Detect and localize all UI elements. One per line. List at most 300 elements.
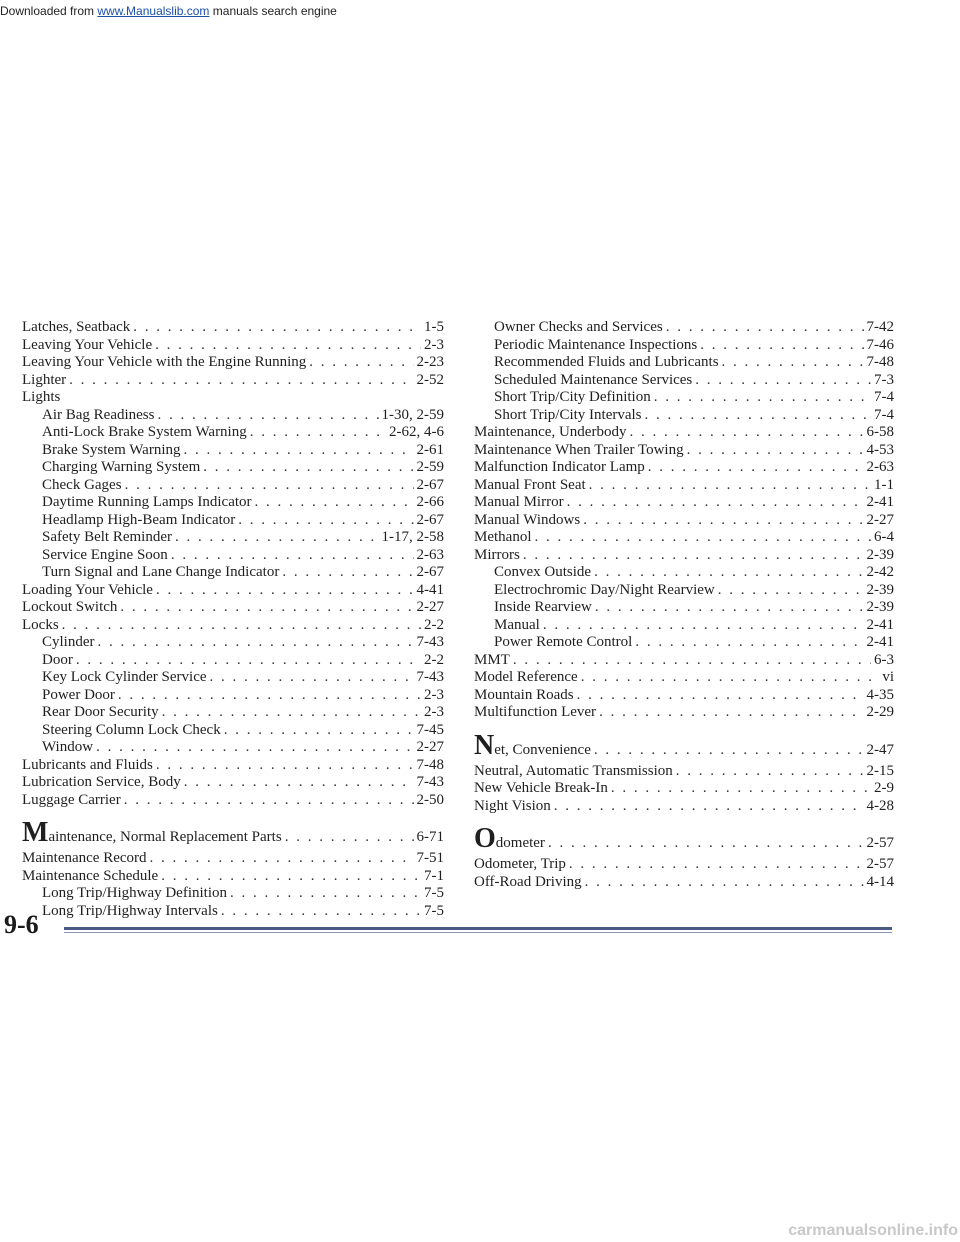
index-entry: [474, 704, 894, 722]
index-entry-label: [474, 687, 574, 705]
index-entry-page: 2-29: [866, 704, 894, 720]
index-entry: [474, 669, 894, 687]
index-entry: [22, 903, 444, 921]
dot-leader: [221, 903, 421, 921]
index-entry: [474, 617, 894, 635]
index-column-left: [22, 319, 444, 920]
index-entry-label: [22, 337, 152, 355]
index-entry-label: [494, 407, 642, 425]
dot-leader: [687, 442, 864, 460]
index-entry-text: Air Bag Readiness: [42, 406, 155, 423]
index-entry-text: Lights: [22, 389, 61, 405]
dot-leader: [666, 319, 864, 337]
index-entry: [474, 442, 894, 460]
index-entry-text: Off-Road Driving: [474, 873, 582, 890]
index-entry-label: [474, 823, 545, 857]
index-entry-text: Brake System Warning: [42, 441, 181, 458]
index-entry-label: [474, 652, 510, 670]
index-entry: [474, 687, 894, 705]
index-entry-text: Maintenance When Trailer Towing: [474, 441, 684, 458]
index-entry-label: [474, 704, 596, 722]
index-entry-label: [42, 459, 200, 477]
index-entry-label: [494, 389, 651, 407]
index-entry-label: [474, 442, 684, 460]
index-entry-page: 2-63: [416, 546, 444, 563]
index-entry-page: 7-1: [424, 867, 444, 884]
index-entry: [22, 868, 444, 886]
index-entry-label: [474, 856, 566, 874]
index-entry: [22, 319, 444, 337]
dot-leader: [124, 792, 414, 810]
dot-leader: [224, 722, 414, 740]
index-entry-label: [494, 354, 719, 372]
index-entry-text: Daytime Running Lamps Indicator: [42, 494, 252, 510]
download-header: [0, 0, 960, 22]
dot-leader: [535, 529, 872, 547]
index-entry-label: [494, 319, 663, 337]
index-entry-page: 2-67: [416, 564, 444, 580]
index-entry-text: Key Lock Cylinder Service: [42, 669, 207, 685]
index-entry-text: Odometer, Trip: [474, 856, 566, 872]
index-entry-label: [42, 494, 252, 512]
dot-leader: [581, 669, 880, 687]
index-entry: [474, 729, 894, 763]
index-entry-label: [474, 729, 591, 764]
dot-leader: [554, 798, 864, 816]
index-entry-label: [42, 704, 159, 722]
index-entry-text: Maintenance Record: [22, 850, 147, 866]
index-entry-page: 6-58: [866, 424, 894, 440]
index-entry-label: [42, 885, 227, 903]
index-entry: [474, 319, 894, 337]
index-entry-page: 2-9: [874, 780, 894, 796]
dot-leader: [599, 704, 863, 722]
index-entry-page: 2-3: [424, 704, 444, 720]
index-entry: [22, 494, 444, 512]
index-entry-label: [474, 798, 551, 816]
index-entry-page: 7-43: [416, 774, 444, 790]
index-entry-page: 2-62, 4-6: [389, 424, 444, 440]
index-entry-label: [22, 774, 181, 792]
index-entry: [474, 652, 894, 670]
index-entry-label: [42, 739, 93, 757]
index-entry-label: [22, 817, 282, 851]
index-entry: [474, 874, 894, 892]
index-entry: [22, 389, 444, 407]
index-entry-page: 7-3: [874, 371, 894, 388]
index-entry-label: [42, 477, 122, 495]
footer-rule-thin: [64, 932, 892, 933]
index-entry-text: Check Gages: [42, 476, 122, 493]
index-entry-page: 6-4: [874, 529, 894, 545]
index-entry-text: Periodic Maintenance Inspections: [494, 336, 698, 353]
index-entry-text: Door: [42, 651, 73, 668]
index-entry-text: Electrochromic Day/Night Rearview: [494, 581, 715, 598]
index-entry-label: [494, 337, 697, 355]
dot-leader: [700, 337, 863, 355]
section-gap: [474, 722, 894, 730]
dot-leader: [98, 634, 414, 652]
index-entry: [474, 856, 894, 874]
index-entry-text: Power Door: [42, 686, 115, 703]
index-entry-page: 2-2: [424, 651, 444, 668]
index-entry: [22, 817, 444, 850]
dot-leader: [118, 687, 421, 705]
index-entry-label: [474, 424, 626, 442]
index-entry-page: 2-57: [866, 835, 894, 851]
index-entry-text: Neutral, Automatic Transmission: [474, 762, 673, 779]
dot-leader: [162, 704, 421, 722]
index-entry-label: [22, 582, 153, 600]
dot-leader: [120, 599, 413, 617]
dot-leader: [695, 372, 871, 390]
index-entry-text: Steering Column Lock Check: [42, 721, 221, 738]
index-entry: [22, 722, 444, 740]
index-entry-text: Convex Outside: [494, 564, 592, 580]
index-entry: [22, 564, 444, 582]
index-entry: [22, 337, 444, 355]
dot-leader: [255, 494, 414, 512]
index-entry-text: Model Reference: [474, 669, 578, 685]
dot-leader: [125, 477, 414, 495]
index-entry: [474, 634, 894, 652]
index-entry-page: 7-4: [874, 406, 894, 423]
index-entry-label: [22, 617, 59, 635]
index-entry-text: Leaving Your Vehicle: [22, 336, 153, 353]
index-entry-page: 6-3: [874, 651, 894, 668]
dot-leader: [567, 494, 864, 512]
dot-leader: [577, 687, 864, 705]
index-entry: [22, 477, 444, 495]
section-gap: [474, 815, 894, 823]
dot-leader: [594, 564, 863, 582]
index-entry-text: Anti-Lock Brake System Warning: [42, 424, 247, 440]
index-entry-label: [474, 874, 582, 892]
section-gap: [22, 809, 444, 817]
index-entry-text: Lockout Switch: [22, 599, 118, 615]
index-entry-text: Recommended Fluids and Lubricants: [494, 354, 719, 370]
index-entry-page: vi: [882, 669, 894, 685]
index-column-right: [474, 319, 894, 891]
index-entry-page: 4-14: [866, 873, 894, 890]
dot-leader: [611, 780, 871, 798]
dot-leader: [184, 774, 414, 792]
index-entry-text: Manual Mirror: [474, 494, 564, 510]
index-entry-page: 7-48: [866, 354, 894, 370]
index-entry-page: 2-50: [416, 791, 444, 808]
index-entry-text: et, Convenience: [494, 741, 591, 758]
index-entry-page: 7-48: [416, 756, 444, 773]
dot-leader: [594, 737, 864, 764]
index-entry-page: 2-42: [866, 564, 894, 580]
dot-leader: [250, 424, 386, 442]
index-entry-text: Multifunction Lever: [474, 704, 597, 720]
index-entry-label: [22, 319, 130, 337]
index-entry-page: 2-15: [866, 762, 894, 779]
index-entry: [22, 424, 444, 442]
index-entry-label: [22, 389, 60, 407]
dot-leader: [175, 529, 379, 547]
dot-leader: [156, 582, 414, 600]
index-entry-page: 4-35: [866, 686, 894, 703]
index-entry: [474, 424, 894, 442]
index-entry-label: [474, 512, 580, 530]
index-entry: [474, 564, 894, 582]
index-entry: [474, 823, 894, 856]
index-entry-page: 2-27: [416, 599, 444, 615]
dot-leader: [654, 389, 871, 407]
dot-leader: [238, 512, 413, 530]
index-entry-page: 2-3: [424, 336, 444, 353]
index-entry-label: [22, 868, 158, 886]
index-entry: [22, 757, 444, 775]
dot-leader: [230, 885, 421, 903]
dot-leader: [161, 868, 421, 886]
dot-leader: [645, 407, 871, 425]
index-entry-page: 7-43: [416, 669, 444, 685]
index-entry: [474, 599, 894, 617]
index-entry-text: Loading Your Vehicle: [22, 581, 153, 598]
dot-leader: [569, 856, 864, 874]
dot-leader: [676, 763, 864, 781]
index-entry-text: Leaving Your Vehicle with the Engine Running: [22, 354, 307, 370]
index-entry-text: Manual Front Seat: [474, 476, 586, 493]
index-entry: [22, 792, 444, 810]
index-entry-label: [494, 564, 591, 582]
index-entry: [22, 687, 444, 705]
dot-leader: [133, 319, 421, 337]
index-entry: [22, 652, 444, 670]
index-entry-page: 7-43: [416, 634, 444, 650]
download-prefix: Downloaded from: [0, 4, 98, 18]
index-entry: [474, 763, 894, 781]
index-entry: [22, 459, 444, 477]
dot-leader: [629, 424, 863, 442]
index-entry-page: 7-46: [866, 336, 894, 353]
index-entry-text: aintenance, Normal Replacement Parts: [48, 829, 282, 845]
index-entry: [474, 389, 894, 407]
index-entry-page: 1-30, 2-59: [381, 406, 444, 423]
index-entry-text: Cylinder: [42, 634, 95, 650]
dot-leader: [171, 547, 414, 565]
index-entry: [22, 529, 444, 547]
index-entry-label: [42, 512, 235, 530]
index-entry-label: [474, 529, 532, 547]
index-entry-label: [22, 757, 153, 775]
index-entry: [22, 442, 444, 460]
index-entry-page: 1-1: [874, 476, 894, 493]
index-entry-page: 2-66: [416, 494, 444, 510]
dot-leader: [285, 824, 414, 851]
index-entry: [22, 774, 444, 792]
index-entry-label: [494, 599, 592, 617]
index-entry-label: [42, 722, 221, 740]
index-entry-text: Manual: [494, 616, 540, 633]
index-entry-page: 6-71: [416, 829, 444, 845]
index-entry-page: 2-27: [416, 739, 444, 755]
index-entry-text: dometer: [495, 835, 545, 851]
dot-leader: [585, 874, 864, 892]
dot-leader: [589, 477, 871, 495]
index-entry-label: [42, 424, 247, 442]
index-entry: [474, 494, 894, 512]
index-entry: [474, 407, 894, 425]
index-entry-page: 4-53: [866, 441, 894, 458]
index-entry-label: [42, 407, 154, 425]
index-entry: [474, 512, 894, 530]
index-entry-page: 2-41: [866, 634, 894, 650]
index-entry-text: Maintenance, Underbody: [474, 424, 627, 440]
index-entry-label: [494, 372, 692, 390]
dot-leader: [203, 459, 413, 477]
index-entry-text: Turn Signal and Lane Change Indicator: [42, 564, 280, 580]
index-entry: [22, 885, 444, 903]
index-entry-text: Service Engine Soon: [42, 546, 168, 563]
dot-leader: [210, 669, 414, 687]
index-entry-page: 7-45: [416, 721, 444, 738]
index-entry: [474, 477, 894, 495]
index-entry-label: [22, 599, 117, 617]
index-entry-text: Window: [42, 739, 94, 755]
index-entry-page: 1-17, 2-58: [381, 529, 444, 545]
index-entry-page: 1-5: [424, 319, 444, 335]
download-suffix: manuals search engine: [209, 4, 337, 18]
download-notice: [0, 4, 337, 18]
index-entry-page: 2-52: [416, 371, 444, 388]
dot-leader: [150, 850, 414, 868]
index-entry-page: 7-51: [416, 850, 444, 866]
index-entry-text: Manual Windows: [474, 511, 581, 528]
index-entry-label: [42, 442, 181, 460]
index-entry-text: Short Trip/City Definition: [494, 389, 651, 405]
index-entry-page: 2-27: [866, 511, 894, 528]
index-entry-text: New Vehicle Break-In: [474, 780, 608, 796]
dot-leader: [309, 354, 413, 372]
index-entry-page: 2-39: [866, 546, 894, 563]
index-entry: [22, 407, 444, 425]
index-entry-page: 2-39: [866, 599, 894, 615]
index-entry-text: Luggage Carrier: [22, 791, 121, 808]
index-entry-page: 2-59: [416, 459, 444, 475]
index-entry-text: Long Trip/Highway Definition: [42, 885, 228, 901]
index-entry-label: [42, 903, 218, 921]
dot-leader: [513, 652, 871, 670]
index-entry-page: 2-2: [424, 616, 444, 633]
index-entry: [474, 337, 894, 355]
dot-leader: [157, 407, 378, 425]
index-entry-label: [474, 547, 520, 565]
dot-leader: [648, 459, 864, 477]
index-entry-page: 7-4: [874, 389, 894, 405]
manualslib-link[interactable]: www.Manualslib.com: [97, 4, 210, 18]
index-entry-label: [22, 850, 147, 868]
watermark: carmanualsonline.info: [788, 1222, 958, 1239]
index-entry: [474, 582, 894, 600]
index-entry-text: Charging Warning System: [42, 459, 201, 475]
index-entry-label: [22, 372, 66, 390]
index-entry-text: Owner Checks and Services: [494, 319, 663, 335]
index-entry-label: [42, 652, 73, 670]
index-entry-page: 4-41: [416, 581, 444, 598]
index-entry-label: [474, 494, 564, 512]
section-initial: N: [474, 729, 495, 761]
index-entry-text: Methanol: [474, 529, 532, 545]
dot-leader: [282, 564, 413, 582]
index-entry-label: [474, 763, 673, 781]
index-entry: [474, 529, 894, 547]
index-entry-text: MMT: [474, 651, 510, 668]
index-entry-text: Mirrors: [474, 546, 520, 563]
index-entry-label: [474, 669, 578, 687]
dot-leader: [76, 652, 421, 670]
index-entry-page: 7-5: [424, 885, 444, 901]
index-entry-page: 2-63: [866, 459, 894, 475]
index-entry-page: 7-5: [424, 902, 444, 919]
index-entry-text: Lubrication Service, Body: [22, 774, 181, 790]
index-entry: [474, 547, 894, 565]
index-entry-text: Scheduled Maintenance Services: [494, 371, 693, 388]
index-entry-label: [42, 529, 172, 547]
index-entry-text: Safety Belt Reminder: [42, 529, 172, 545]
index-entry: [22, 704, 444, 722]
index-entry-text: Mountain Roads: [474, 686, 574, 703]
index-entry-page: 2-67: [416, 511, 444, 528]
dot-leader: [155, 337, 421, 355]
section-initial: O: [474, 823, 496, 854]
index-entry-label: [42, 547, 168, 565]
index-entry: [474, 780, 894, 798]
index-entry-page: 2-39: [866, 581, 894, 598]
index-entry: [22, 634, 444, 652]
index-entry: [22, 582, 444, 600]
index-entry: [22, 372, 444, 390]
index-entry: [22, 850, 444, 868]
index-entry-label: [42, 634, 95, 652]
dot-leader: [96, 739, 413, 757]
dot-leader: [543, 617, 864, 635]
index-entry: [22, 739, 444, 757]
index-entry-text: Malfunction Indicator Lamp: [474, 459, 645, 475]
index-entry-text: Night Vision: [474, 797, 551, 814]
index-entry-text: Lubricants and Fluids: [22, 756, 153, 773]
index-entry: [474, 798, 894, 816]
index-entry: [22, 599, 444, 617]
dot-leader: [548, 830, 864, 857]
index-entry: [22, 512, 444, 530]
index-entry-page: 2-3: [424, 686, 444, 703]
index-entry-page: 2-67: [416, 476, 444, 493]
index-entry: [474, 354, 894, 372]
index-entry: [474, 372, 894, 390]
index-entry-page: 2-57: [866, 856, 894, 872]
index-entry-label: [42, 669, 207, 687]
index-entry-label: [22, 792, 121, 810]
index-entry-text: Inside Rearview: [494, 599, 592, 615]
index-entry-page: 7-42: [866, 319, 894, 335]
dot-leader: [583, 512, 863, 530]
index-entry-text: Lighter: [22, 371, 67, 388]
dot-leader: [184, 442, 414, 460]
index-entry-label: [474, 459, 645, 477]
index-entry: [22, 617, 444, 635]
index-entry-text: Maintenance Schedule: [22, 867, 159, 884]
index-entry-label: [474, 780, 608, 798]
index-entry-page: 4-28: [866, 797, 894, 814]
index-entry-text: Locks: [22, 616, 59, 633]
page-number: 9-6: [4, 910, 39, 939]
index-entry-text: Rear Door Security: [42, 704, 159, 720]
section-initial: M: [22, 817, 49, 848]
